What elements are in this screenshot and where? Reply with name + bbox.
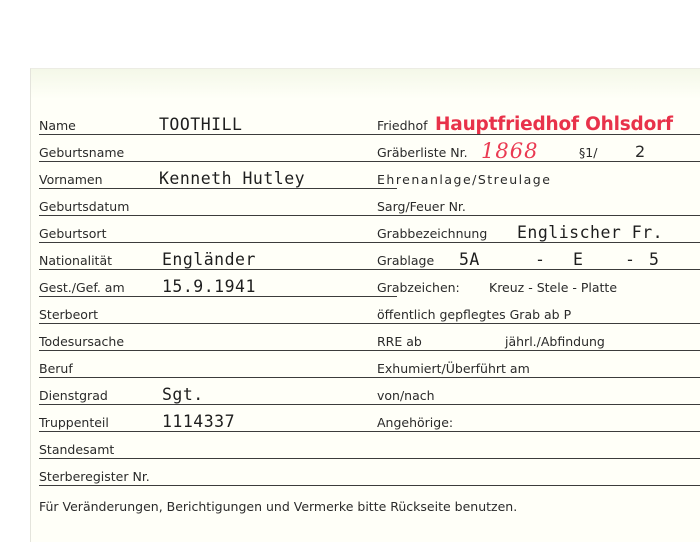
section-value: §1/ xyxy=(579,145,598,160)
field-label: Truppenteil xyxy=(39,415,109,430)
field-grabzeichen xyxy=(377,276,700,296)
field-label: von/nach xyxy=(377,388,435,403)
field-dienstgrad xyxy=(39,384,397,405)
field-vornamen xyxy=(39,168,397,189)
field-label: Ehrenanlage/Streulage xyxy=(377,172,552,187)
field-sterberegister xyxy=(39,465,397,486)
field-angehoerige xyxy=(377,411,700,432)
field-sarg xyxy=(377,195,700,216)
field-label: Name xyxy=(39,118,76,133)
field-value: Sgt. xyxy=(162,385,204,404)
footer-note: Für Veränderungen, Berichtigungen und Vermerke bitte Rückseite benutzen. xyxy=(39,499,518,514)
field-label: Sterbeort xyxy=(39,307,98,322)
field-label: Standesamt xyxy=(39,442,115,457)
field-label: Nationalität xyxy=(39,253,113,268)
field-label: Sarg/Feuer Nr. xyxy=(377,199,466,214)
field-label: Grabzeichen: xyxy=(377,280,460,295)
field-name xyxy=(39,114,397,135)
field-truppenteil xyxy=(39,411,397,432)
grave-record-card xyxy=(30,68,700,542)
field-gepflegt xyxy=(377,303,700,324)
field-sterbeort xyxy=(39,303,397,324)
section-number: 2 xyxy=(635,142,646,161)
field-label: Exhumiert/Überführt am xyxy=(377,361,530,376)
field-label: Todesursache xyxy=(39,334,125,349)
grabzeichen-options: Kreuz - Stele - Platte xyxy=(489,280,618,295)
field-label: RRE ab xyxy=(377,334,422,349)
grablage-separator: - xyxy=(535,250,546,269)
field-friedhof xyxy=(377,114,700,135)
field-label: Gest./Gef. am xyxy=(39,280,125,295)
field-gestorben-am xyxy=(39,276,397,297)
grablage-field: 5A xyxy=(459,250,480,269)
field-label: Friedhof xyxy=(377,118,428,133)
card-tint xyxy=(31,69,700,99)
graeberliste-number: 1868 xyxy=(481,139,539,163)
grablage-number: 5 xyxy=(649,250,660,269)
field-beruf xyxy=(39,357,397,378)
field-geburtsname xyxy=(39,141,397,162)
field-label: Geburtsname xyxy=(39,145,125,160)
field-geburtsdatum xyxy=(39,195,397,216)
field-label: Vornamen xyxy=(39,172,103,187)
grablage-row: E xyxy=(573,250,584,269)
field-value: 1114337 xyxy=(162,412,236,431)
field-grablage xyxy=(377,249,700,270)
field-label: Dienstgrad xyxy=(39,388,108,403)
field-vonnach xyxy=(377,384,700,405)
field-value: Englischer Fr. xyxy=(517,223,664,242)
abfindung-label: jährl./Abfindung xyxy=(505,334,605,349)
blank-line xyxy=(377,438,700,459)
field-label: Sterberegister Nr. xyxy=(39,469,150,484)
field-value: TOOTHILL xyxy=(159,115,243,134)
field-label: Geburtsdatum xyxy=(39,199,130,214)
blank-line xyxy=(377,465,700,486)
field-graeberliste xyxy=(377,141,700,162)
field-label: Geburtsort xyxy=(39,226,107,241)
field-standesamt xyxy=(39,438,397,459)
field-rre xyxy=(377,330,700,351)
field-label: öffentlich gepflegtes Grab ab P xyxy=(377,307,572,322)
field-label: Beruf xyxy=(39,361,73,376)
field-label: Angehörige: xyxy=(377,415,454,430)
field-ehrenanlage xyxy=(377,168,700,188)
field-value: 15.9.1941 xyxy=(162,277,256,296)
field-grabbezeichnung xyxy=(377,222,700,243)
field-exhumiert xyxy=(377,357,700,378)
field-value: Kenneth Hutley xyxy=(159,169,306,188)
field-todesursache xyxy=(39,330,397,351)
field-label: Grabbezeichnung xyxy=(377,226,488,241)
field-value: Engländer xyxy=(162,250,256,269)
grablage-separator: - xyxy=(625,250,636,269)
field-nationalitaet xyxy=(39,249,397,270)
friedhof-stamp: Hauptfriedhof Ohlsdorf xyxy=(435,114,673,135)
field-geburtsort xyxy=(39,222,397,243)
field-label: Gräberliste Nr. xyxy=(377,145,468,160)
field-label: Grablage xyxy=(377,253,435,268)
